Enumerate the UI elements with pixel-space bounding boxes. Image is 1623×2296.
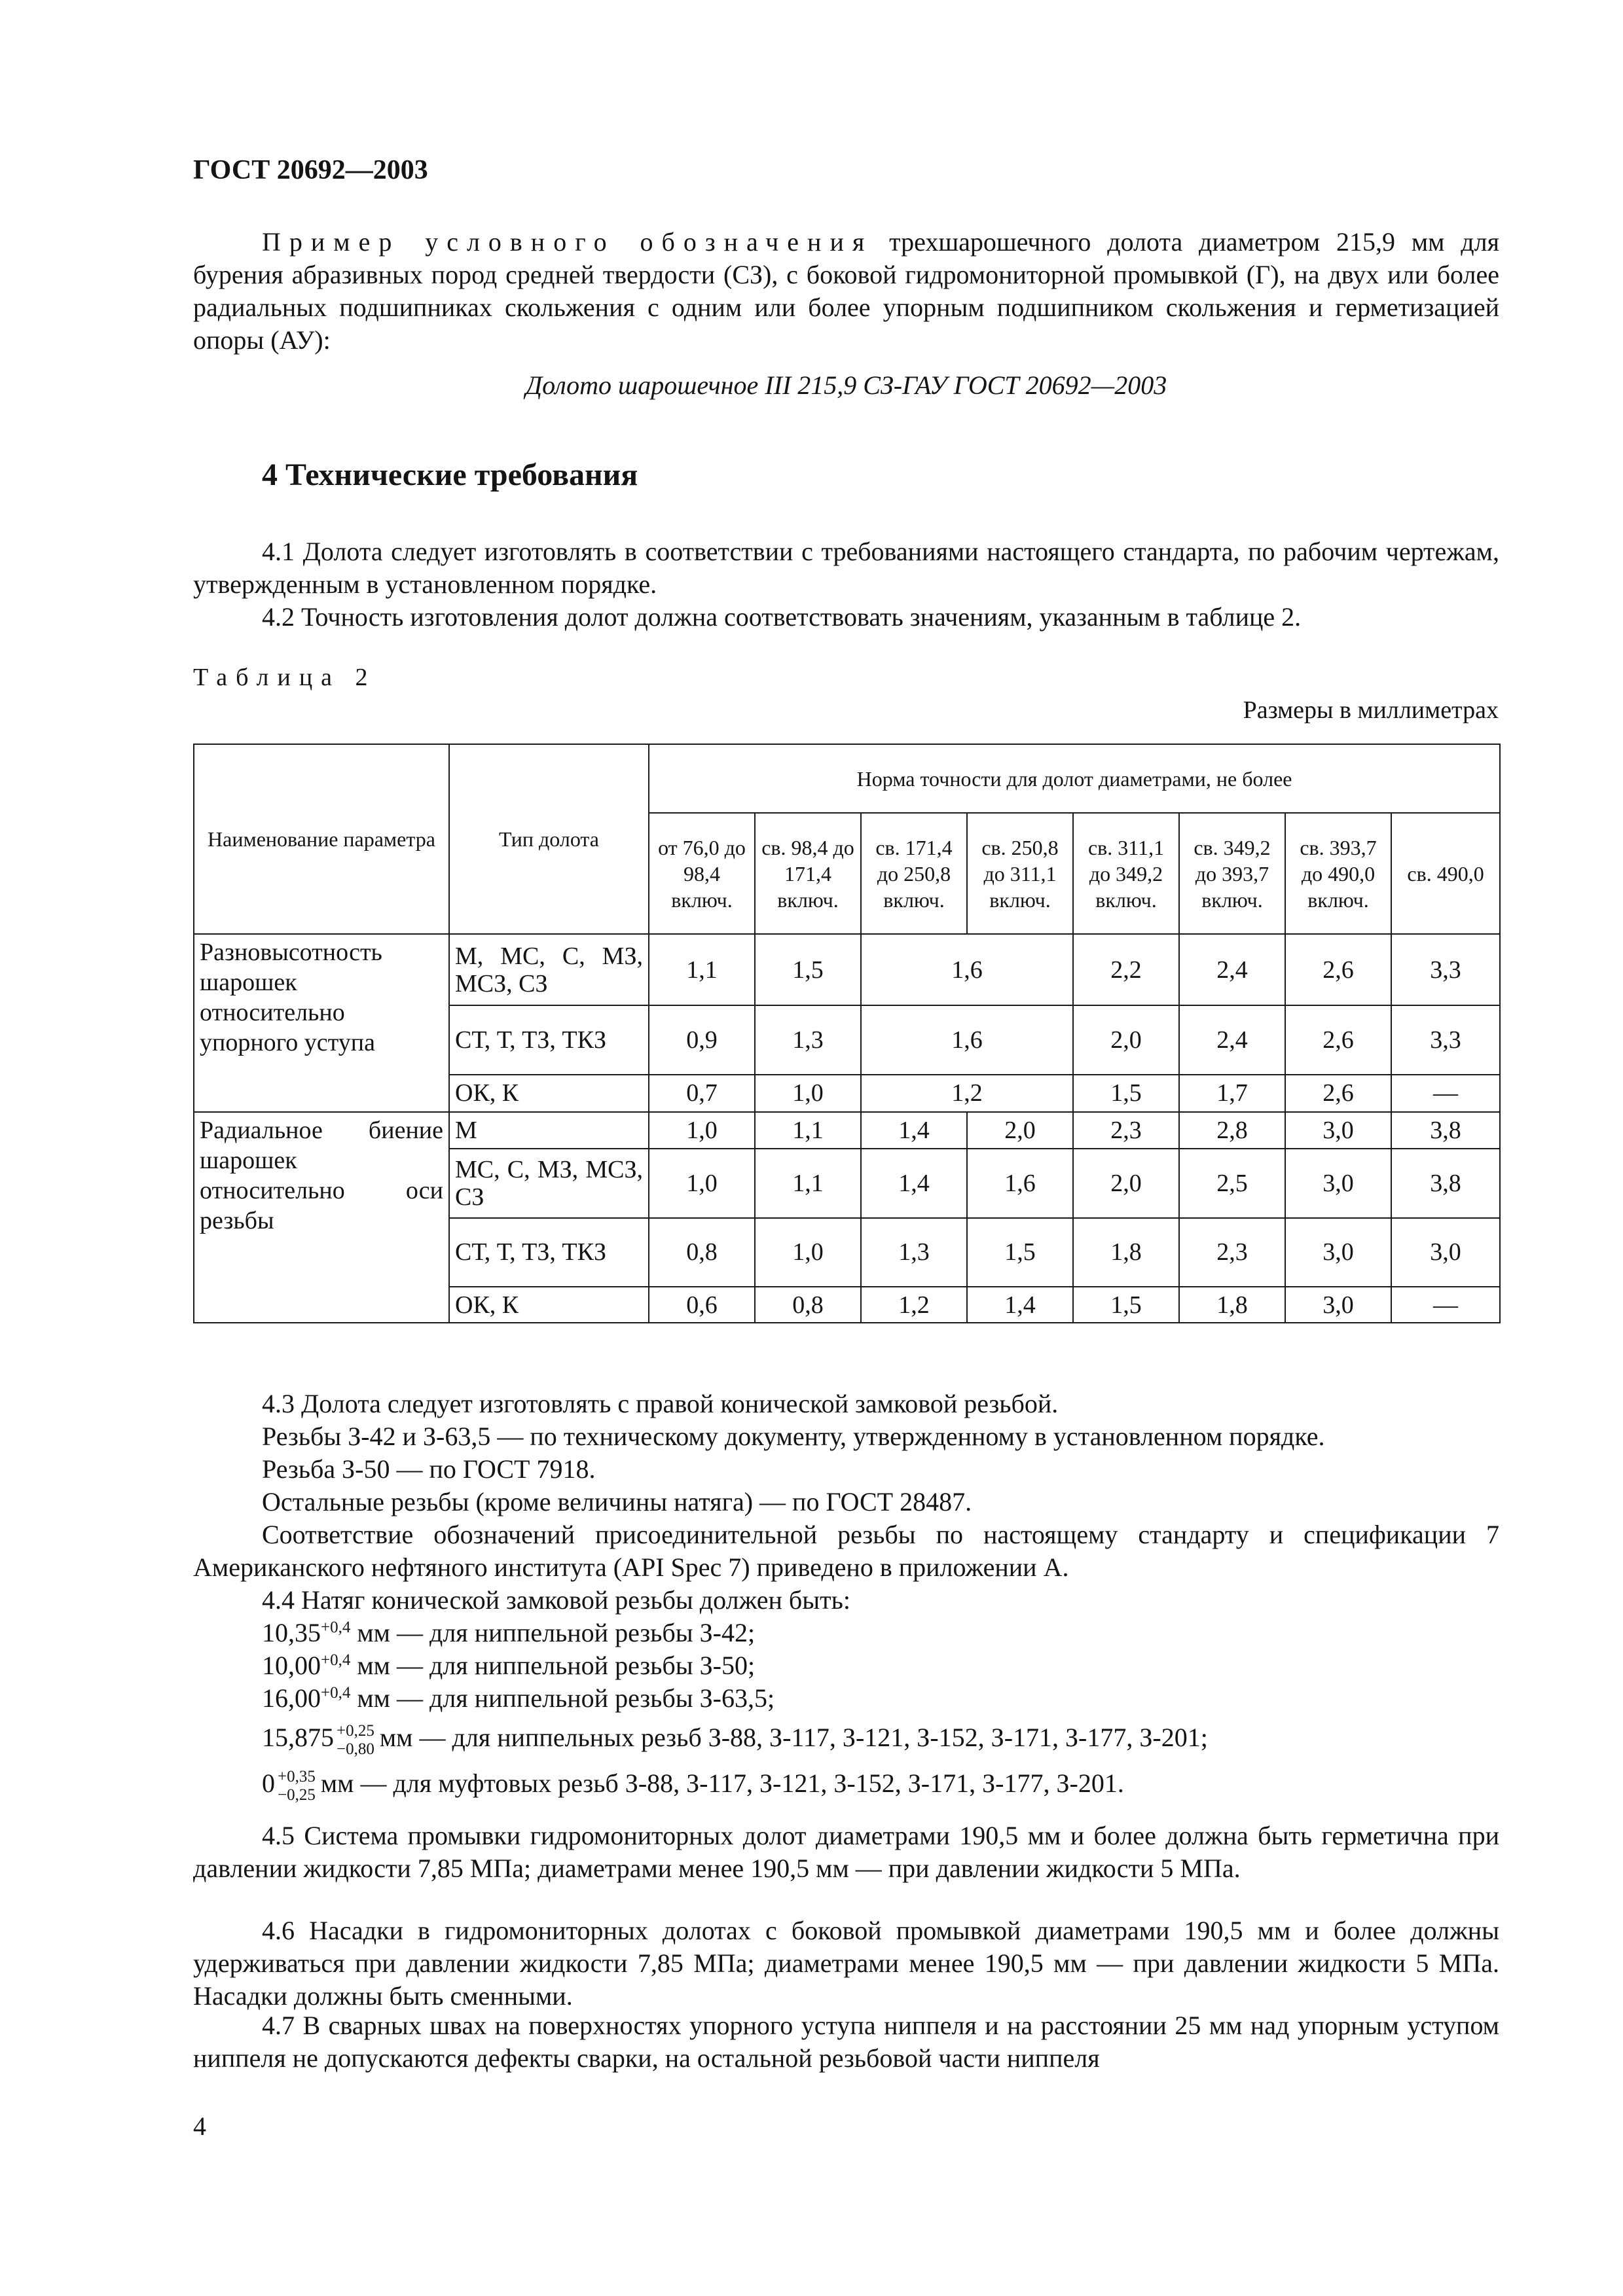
paragraph-4-7: 4.7 В сварных швах на поверхностях упорного уступа ниппеля и на расстоянии 25 мм над упорным уступом ниппеля не допускаются дефекты сварки, на остальной резьбовой части ниппеля [193, 2011, 1499, 2073]
table-cell: 1,0 [755, 1218, 861, 1287]
tolerance-line: 0 +0,35 −0,25 мм — для муфтовых резьб З-88, З-117, З-121, З-152, З-171, З-177, З-201. [262, 1767, 1124, 1804]
table-cell: 2,3 [1073, 1112, 1179, 1149]
table-cell: 0,7 [649, 1075, 755, 1112]
designation-example: Долото шарошечное III 215,9 СЗ-ГАУ ГОСТ 20692—2003 [525, 370, 1167, 400]
col-header: св. 349,2 до 393,7 включ. [1179, 813, 1285, 934]
bit-type: М, МС, С, МЗ, МСЗ, СЗ [449, 934, 649, 1005]
table-cell: 1,1 [755, 1112, 861, 1149]
table-cell: 0,9 [649, 1005, 755, 1074]
paragraph-4-3-threads: Резьбы З-42 и З-63,5 — по техническому документу, утвержденному в установленном порядке. [262, 1422, 1325, 1451]
table-cell: 3,0 [1285, 1218, 1391, 1287]
table-cell: 3,0 [1391, 1218, 1500, 1287]
table-cell: 2,2 [1073, 934, 1179, 1005]
col-header: св. 98,4 до 171,4 включ. [755, 813, 861, 934]
tolerance-line: 15,875 +0,25 −0,80 мм — для ниппельных резьб З-88, З-117, З-121, З-152, З-171, З-177, З-201; [262, 1721, 1208, 1758]
table-cell: 1,6 [861, 934, 1073, 1005]
table-cell: 1,6 [967, 1149, 1073, 1217]
col-header: св. 311,1 до 349,2 включ. [1073, 813, 1179, 934]
table-cell: 2,6 [1285, 1075, 1391, 1112]
bit-type: СТ, Т, ТЗ, ТКЗ [449, 1005, 649, 1074]
table-cell: 1,1 [755, 1149, 861, 1217]
table-units: Размеры в миллиметрах [1243, 696, 1499, 724]
table-cell: 2,4 [1179, 934, 1285, 1005]
paragraph-4-1: 4.1 Долота следует изготовлять в соответствии с требованиями настоящего стандарта, по рабочим чертежам, утвержденным в установленном порядке. [193, 537, 1499, 599]
paragraph-4-3-z50: Резьба З-50 — по ГОСТ 7918. [262, 1454, 596, 1484]
table-cell: 2,0 [1073, 1005, 1179, 1074]
paragraph-4-5: 4.5 Система промывки гидромониторных долот диаметрами 190,5 мм и более должна быть герметична при давлении жидкости 7,85 МПа; диаметрами менее 190,5 мм — при давлении жидкости 5 МПа. [193, 1821, 1499, 1883]
table-cell: 1,2 [861, 1287, 967, 1323]
table-cell: 1,6 [861, 1005, 1073, 1074]
table-cell: 2,6 [1285, 934, 1391, 1005]
table-cell: 1,5 [967, 1218, 1073, 1287]
table-cell: 3,8 [1391, 1112, 1500, 1149]
table-cell: 0,8 [649, 1218, 755, 1287]
paragraph-4-4: 4.4 Натяг конической замковой резьбы должен быть: [262, 1585, 850, 1615]
col-header: св. 490,0 [1391, 813, 1500, 934]
col-header: св. 171,4 до 250,8 включ. [861, 813, 967, 934]
table-cell: 0,8 [755, 1287, 861, 1323]
paragraph-4-6: 4.6 Насадки в гидромониторных долотах с боковой промывкой диаметрами 190,5 мм и более должны удерживаться при давлении жидкости 7,85 МПа; диаметрами менее 190,5 мм — при давлении жидкости 5 МПа. Насадки должны быть сменными. [193, 1916, 1499, 2011]
table-caption: Таблица 2 [193, 664, 376, 691]
table-cell: 1,5 [1073, 1287, 1179, 1323]
bit-type: ОК, К [449, 1287, 649, 1323]
table-cell: 2,3 [1179, 1218, 1285, 1287]
precision-table [193, 744, 1501, 1323]
table-cell: 1,0 [755, 1075, 861, 1112]
table-cell: 1,5 [1073, 1075, 1179, 1112]
table-cell: 3,0 [1285, 1149, 1391, 1217]
param-runout-height: Разновысотность шарошек относительно упорного уступа [194, 934, 449, 1112]
table-cell: 3,8 [1391, 1149, 1500, 1217]
header-param: Наименование параметра [194, 744, 449, 934]
table-cell: — [1391, 1075, 1500, 1112]
document-header: ГОСТ 20692—2003 [193, 155, 428, 185]
table-cell: 1,5 [755, 934, 861, 1005]
table-cell: 1,4 [861, 1112, 967, 1149]
paragraph-4-2: 4.2 Точность изготовления долот должна соответствовать значениям, указанным в таблице 2. [262, 602, 1302, 632]
table-cell: 2,8 [1179, 1112, 1285, 1149]
table-cell: 3,3 [1391, 1005, 1500, 1074]
section-title: 4 Технические требования [262, 457, 638, 492]
table-cell: 1,3 [755, 1005, 861, 1074]
table-cell: 1,0 [649, 1149, 755, 1217]
designation-example-paragraph [193, 226, 1499, 357]
example-label: Пример условного обозначения [262, 227, 873, 257]
col-header: св. 393,7 до 490,0 включ. [1285, 813, 1391, 934]
paragraph-4-3: 4.3 Долота следует изготовлять с правой конической замковой резьбой. [262, 1389, 1059, 1418]
table-cell: 1,7 [1179, 1075, 1285, 1112]
bit-type: СТ, Т, ТЗ, ТКЗ [449, 1218, 649, 1287]
paragraph-4-3-other: Остальные резьбы (кроме величины натяга) — по ГОСТ 28487. [262, 1487, 972, 1516]
table-cell: 3,0 [1285, 1287, 1391, 1323]
table-cell: 1,4 [967, 1287, 1073, 1323]
table-cell: 1,0 [649, 1112, 755, 1149]
bit-type: МС, С, МЗ, МСЗ, СЗ [449, 1149, 649, 1217]
table-cell: 1,8 [1073, 1218, 1179, 1287]
table-cell: 1,1 [649, 934, 755, 1005]
tolerance-line: $10,00^{+0,4}$ мм — для ниппельной резьбы З-50; [262, 1651, 756, 1680]
bit-type: ОК, К [449, 1075, 649, 1112]
col-header: от 76,0 до 98,4 включ. [649, 813, 755, 934]
table-cell: 2,5 [1179, 1149, 1285, 1217]
page-number: 4 [193, 2111, 206, 2141]
col-header: св. 250,8 до 311,1 включ. [967, 813, 1073, 934]
table-cell: 2,6 [1285, 1005, 1391, 1074]
table-cell: 2,0 [1073, 1149, 1179, 1217]
tolerance-line: $16,00^{+0,4}$ мм — для ниппельной резьбы З-63,5; [262, 1683, 775, 1713]
table-cell: 2,0 [967, 1112, 1073, 1149]
bit-type: М [449, 1112, 649, 1149]
paragraph-4-3-api: Соответствие обозначений присоединительной резьбы по настоящему стандарту и спецификации 7 Американского нефтяного института (API Spec 7) приведено в приложении А. [193, 1520, 1499, 1582]
tolerance-line: $10,35^{+0,4}$ мм — для ниппельной резьбы З-42; [262, 1618, 756, 1647]
param-radial-runout: Радиальное биение шарошек относительно оси резьбы [194, 1112, 449, 1323]
table-cell: 2,4 [1179, 1005, 1285, 1074]
table-cell: 1,3 [861, 1218, 967, 1287]
header-type: Тип долота [449, 744, 649, 934]
table-cell: 1,8 [1179, 1287, 1285, 1323]
table-cell: 1,4 [861, 1149, 967, 1217]
table-cell: 1,2 [861, 1075, 1073, 1112]
table-cell: 3,0 [1285, 1112, 1391, 1149]
table-cell: 3,3 [1391, 934, 1500, 1005]
example-text: трехшарошечного долота диаметром 215,9 мм для бурения абразивных пород средней твердости (СЗ), с боковой гидромониторной промывкой (Г), на двух или более радиальных подшипниках скольжения с одним или более упорным подшипником скольжения и герметизацией опоры (АУ): [193, 227, 1500, 355]
table-cell: — [1391, 1287, 1500, 1323]
table-cell: 0,6 [649, 1287, 755, 1323]
header-norm: Норма точности для долот диаметрами, не более [649, 744, 1500, 813]
